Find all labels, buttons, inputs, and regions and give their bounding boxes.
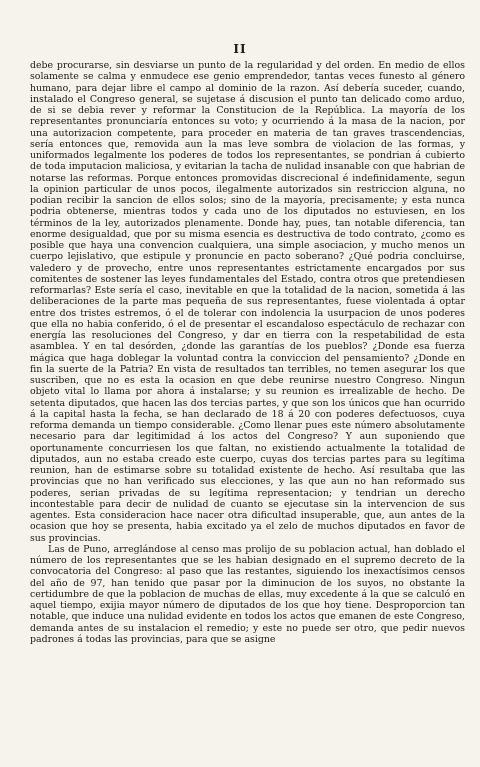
paragraph: debe procurarse, sin desviarse un punto de la regularidad y del orden. En medio de ellos solamente se calma y enmudece ese genio emprendedor, tantas veces funesto al género humano, para dejar libre el campo al dominio de la razon. Así debería suceder, cuando, instalado el Congreso general, se sujetase á discusion el punto tan delicado como arduo, de si se debia rever y reformar la Constitucion de la República. La mayoría de los representantes pronunciaría entonces su voto; y ocurriendo á la masa de la nacion, por una autorizacion competente, para proceder en materia de tan graves trascendencias, sería entonces que, removida aun la mas leve sombra de violacion de las formas, y uniformados legalmente los poderes de todos los representantes, se pondrian á cubierto de toda imputacion maliciosa, y evitarian la tacha de nulidad insanable con que habrian de notarse las reformas. Porque entonces promovidas discrecional é indefinidamente, segun la opinion particular de unos pocos, ilegalmente autorizados sin restriccion alguna, no podian recibir la sancion de ellos solos; sino de la mayoría, precisamente; y esta nunca podria obtenerse, mientras todos y cada uno de los diputados no estuviesen, en los términos de la ley, autorizados plenamente. Donde hay, pues, tan notable diferencia, tan enorme desigualdad, que por su misma esencia es destructiva de todo contrato, ¿como es posible que haya una convencion cualquiera, una simple asociacion, y mucho menos un cuerpo lejislativo, que estipule y pronuncie en pacto soberano? ¿Qué podria concluirse, valedero y de provecho, entre unos representantes estrictamente encargados por sus comitentes de sostener las leyes fundamentales del Estado, contra otros que pretendiesen reformarlas? Este sería el caso, inevitable en que la totalidad de la nacion, sometida á las deliberaciones de la parte mas pequeña de sus representantes, fuese violentada á optar entre dos tristes estremos, ó el de tolerar con indolencia la usurpacion de unos poderes que ella no habia conferido, ó el de presentar el escandaloso espectáculo de rechazar con energía las resoluciones del Congreso, y dar en tierra con la respetabilidad de esta asamblea. Y en tal desórden, ¿donde las garantías de los pueblos? ¿Donde esa fuerza mágica que haga doblegar la voluntad contra la conviccion del pensamiento? ¿Donde en fin la suerte de la Patria? En vista de resultados tan terribles, no temen asegurar los que suscriben, que no es esta la ocasion en que debe reunirse nuestro Congreso. Ningun objeto vital lo llama por ahora á instalarse; y su reunion es irrealizable de hecho. De setenta diputados, que hacen las dos tercias partes, y que son los únicos que han ocurrido á la capital hasta la fecha, se han declarado de 18 á 20 con poderes defectuosos, cuya reforma demanda un tiempo considerable. ¿Como llenar pues este número absolutamente necesario para dar legitimidad á los actos del Congreso? Y aun suponiendo que oportunamente concurriesen los que faltan, no existiendo actualmente la totalidad de diputados, aun no estaba creado este cuerpo, cuyas dos tercias partes para su legítima reunion, han de estimarse sobre su totalidad existente de hecho. Así resultaba que las provincias que no han verificado sus elecciones, y las que aun no han reformado sus poderes, serian privadas de su legítima representacion; y tendrian un derecho incontestable para decir de nulidad de cuanto se ejecutase sin la intervencion de sus agentes. Esta consideracion hace nacer otra dificultad insuperable, que, aun antes de la ocasion que hoy se presenta, habia excitado ya el zelo de muchos diputados en favor de sus provincias. <box>30 60 465 544</box>
page-number: II <box>233 42 247 56</box>
paragraph: Las de Puno, arreglándose al censo mas prolijo de su poblacion actual, han doblado el número de los representantes que se les habian designado en el supremo decreto de la convocatoria del Congreso: al paso que las restantes, siguiendo los inexactísimos censos del año de 97, han tenido que pasar por la diminucion de los suyos, no obstante la certidumbre de que la poblacion de muchas de ellas, muy excedente á la que se calculó en aquel tiempo, exijia mayor número de diputados de los que hoy tiene. Desproporcion tan notable, que induce una nulidad evidente en todos los actos que emanen de este Congreso, demanda antes de su instalacion el remedio; y este no puede ser otro, que pedir nuevos padrones á todas las provincias, para que se asigne <box>30 543 465 645</box>
body-text <box>30 60 465 645</box>
